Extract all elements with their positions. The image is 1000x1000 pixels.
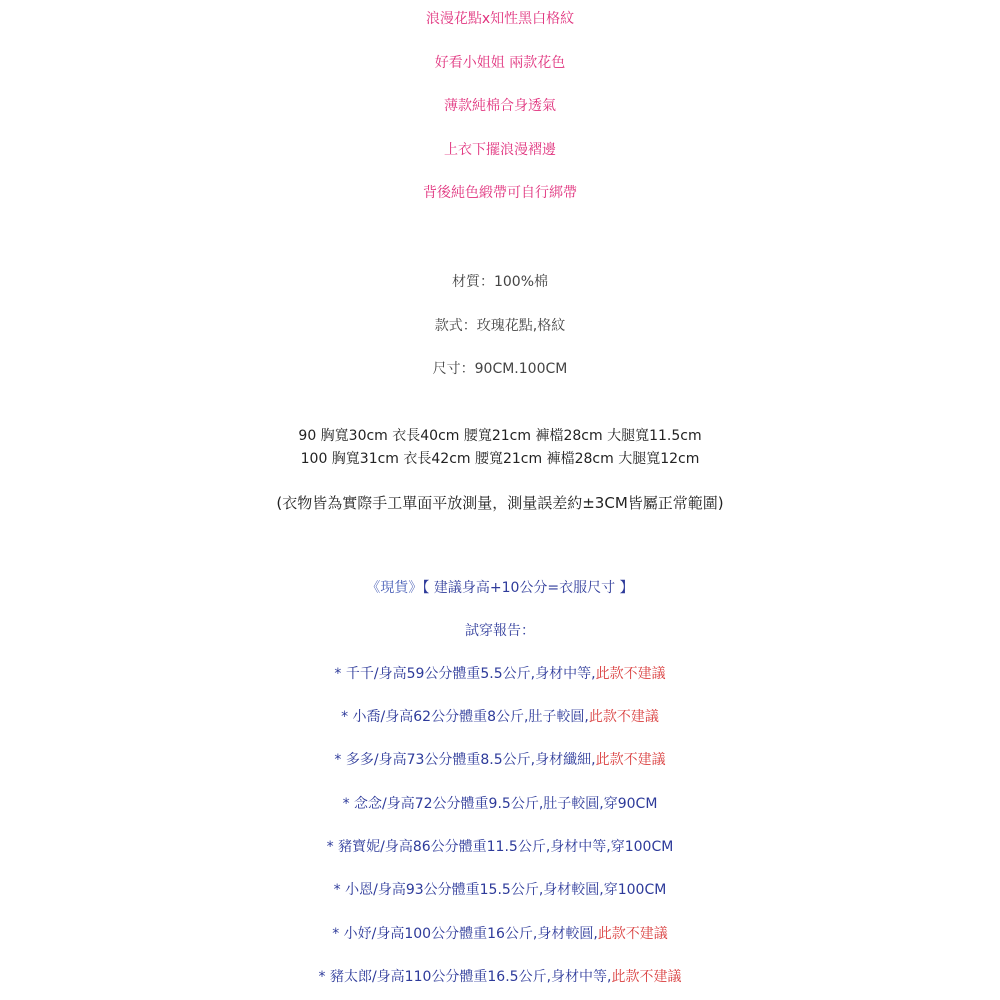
try-on-item [0, 751, 1000, 769]
try-on-info: * 小妤/身高100公分體重16公斤,身材較圓, [332, 926, 598, 942]
try-on-info: * 小恩/身高93公分體重15.5公斤,身材較圓, [333, 882, 604, 898]
try-on-report-title: 試穿報告： [465, 623, 535, 639]
measurement-90: 90 胸寬30cm 衣長40cm 腰寬21cm 褲檔28cm 大腿寬11.5cm [298, 428, 702, 444]
try-on-result: 此款不建議 [588, 709, 659, 725]
try-on-item [0, 925, 1000, 943]
try-on-item [0, 838, 1000, 856]
try-on-result: 穿100CM [610, 839, 674, 855]
try-on-item [0, 881, 1000, 899]
measurement-note: (衣物皆為實際手工單面平放測量，測量誤差約±3CM皆屬正常範圍) [276, 494, 724, 512]
measurement-100: 100 胸寬31cm 衣長42cm 腰寬21cm 褲檔28cm 大腿寬12cm [300, 451, 700, 467]
feature-line-2: 好看小姐姐 兩款花色 [434, 55, 566, 71]
feature-line-5: 背後純色緞帶可自行綁帶 [423, 185, 577, 201]
try-on-result: 此款不建議 [611, 969, 682, 985]
feature-line-3: 薄款純棉合身透氣 [444, 98, 556, 114]
try-on-info: * 豬太郎/身高110公分體重16.5公斤,身材中等, [318, 969, 612, 985]
try-on-info: * 小喬/身高62公分體重8公斤,肚子較圓, [341, 709, 589, 725]
stock-tag: 《現貨》 [366, 580, 423, 596]
try-on-item [0, 968, 1000, 986]
stock-advice [0, 579, 1000, 597]
size-advice: 【 建議身高+10公分=衣服尺寸 】 [422, 580, 634, 596]
try-on-result: 穿90CM [603, 796, 658, 812]
spec-material: 材質：100%棉 [451, 274, 549, 290]
feature-line-4: 上衣下擺浪漫褶邊 [444, 142, 556, 158]
spec-style: 款式：玫瑰花點,格紋 [434, 318, 566, 334]
try-on-result: 此款不建議 [597, 926, 668, 942]
feature-line-1: 浪漫花點x知性黑白格紋 [425, 11, 575, 27]
try-on-item [0, 795, 1000, 813]
try-on-info: * 念念/身高72公分體重9.5公斤,肚子較圓, [342, 796, 604, 812]
try-on-result: 此款不建議 [595, 666, 666, 682]
try-on-item [0, 708, 1000, 726]
try-on-item [0, 665, 1000, 683]
try-on-result: 此款不建議 [595, 752, 666, 768]
try-on-info: * 千千/身高59公分體重5.5公斤,身材中等, [334, 666, 596, 682]
spec-size: 尺寸：90CM.100CM [432, 361, 568, 377]
try-on-info: * 多多/身高73公分體重8.5公斤,身材纖細, [334, 752, 596, 768]
try-on-info: * 豬寶妮/身高86公分體重11.5公斤,身材中等, [326, 839, 611, 855]
try-on-result: 穿100CM [603, 882, 667, 898]
